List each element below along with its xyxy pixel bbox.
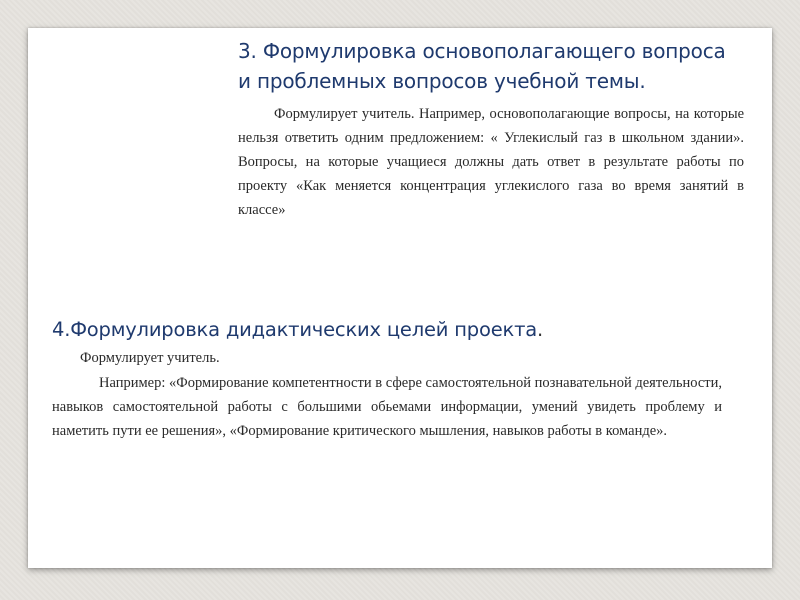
slide	[28, 28, 772, 568]
section-3-body: Формулирует учитель. Например, основополагающие вопросы, на которые нельзя ответить одним предложением: « Углекислый газ в школьном здании». Вопросы, на которые учащиеся должны дать ответ в результате работы по проекту «Как меняется концентрация углекислого газа во время занятий в классе»	[238, 106, 744, 218]
section-4-heading-text: 4.Формулировка дидактических целей проекта	[52, 318, 537, 341]
section-3-heading: 3. Формулировка основополагающего вопроса и проблемных вопросов учебной темы.	[238, 39, 726, 93]
section-4-body: Например: «Формирование компетентности в сфере самостоятельной познавательной деятельности, навыков самостоятельной работы с большими обьемами информации, умений увидеть проблему и наметить пути ее решения», «Формирование критического мышления, навыков работы в команде».	[52, 375, 722, 439]
section-3	[238, 36, 744, 222]
section-4-heading	[52, 315, 722, 345]
section-4-heading-end: .	[537, 318, 543, 341]
section-4	[52, 315, 722, 443]
section-4-author-line: Формулирует учитель.	[80, 350, 220, 366]
